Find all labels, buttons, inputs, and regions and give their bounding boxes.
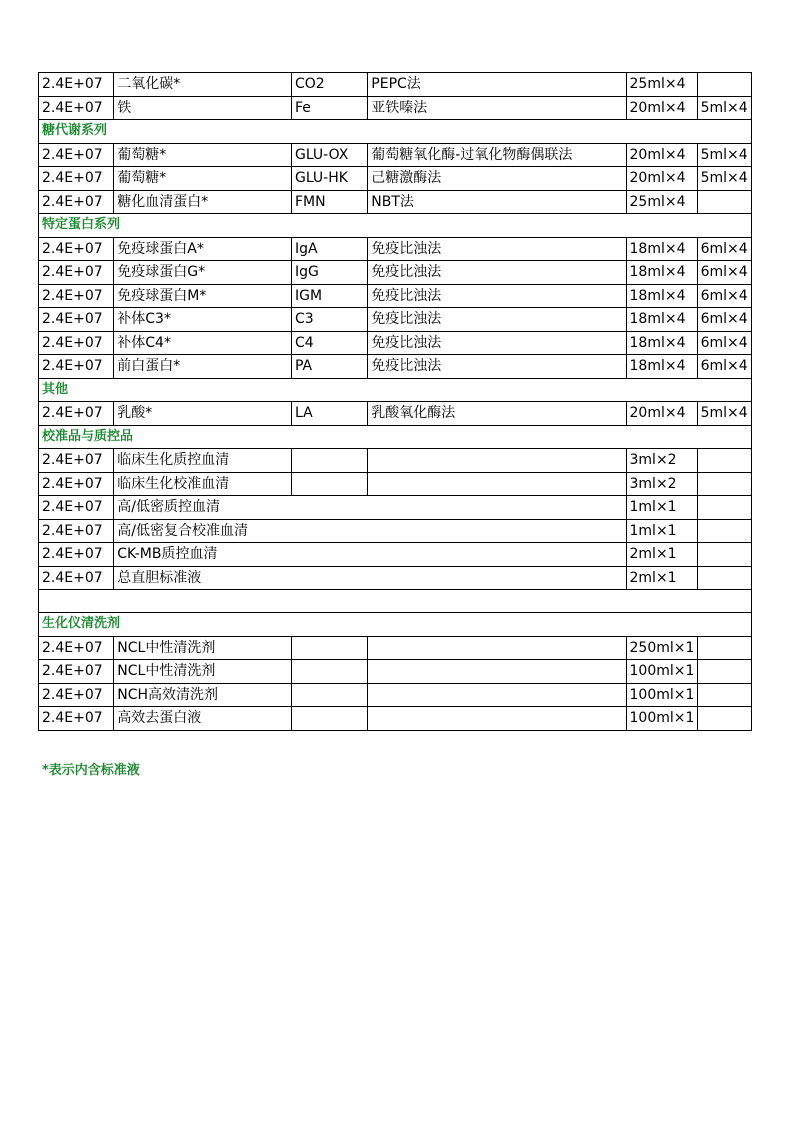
spec2-cell <box>697 543 751 567</box>
name-cell: NCH高效清洗剂 <box>114 683 292 707</box>
spec-cell: 2ml×1 <box>626 566 697 590</box>
code-cell: 2.4E+07 <box>39 308 114 332</box>
table-row <box>39 73 752 97</box>
table-row <box>39 683 752 707</box>
method-cell: 免疫比浊法 <box>368 331 626 355</box>
method-cell: PEPC法 <box>368 73 626 97</box>
spec2-cell: 6ml×4 <box>697 284 751 308</box>
abbr-cell: CO2 <box>291 73 367 97</box>
spec2-cell <box>697 73 751 97</box>
spec2-cell: 6ml×4 <box>697 331 751 355</box>
spec2-cell <box>697 683 751 707</box>
table-row <box>39 660 752 684</box>
section-title: 生化仪清洗剂 <box>39 613 752 637</box>
name-cell: 补体C3* <box>114 308 292 332</box>
name-cell: NCL中性清洗剂 <box>114 660 292 684</box>
name-cell: 葡萄糖* <box>114 167 292 191</box>
section-header-row <box>39 613 752 637</box>
code-cell: 2.4E+07 <box>39 566 114 590</box>
spec-cell: 18ml×4 <box>626 237 697 261</box>
table-row <box>39 355 752 379</box>
code-cell: 2.4E+07 <box>39 167 114 191</box>
method-cell: 己糖激酶法 <box>368 167 626 191</box>
table-row <box>39 308 752 332</box>
section-title: 糖代谢系列 <box>39 120 752 144</box>
spec2-cell <box>697 472 751 496</box>
abbr-cell <box>291 636 367 660</box>
code-cell: 2.4E+07 <box>39 261 114 285</box>
code-cell: 2.4E+07 <box>39 355 114 379</box>
name-cell: 葡萄糖* <box>114 143 292 167</box>
name-cell: CK-MB质控血清 <box>114 543 626 567</box>
name-cell: 前白蛋白* <box>114 355 292 379</box>
section-header-row <box>39 214 752 238</box>
spec-cell: 2ml×1 <box>626 543 697 567</box>
table-row <box>39 472 752 496</box>
table-row <box>39 707 752 731</box>
table-row <box>39 237 752 261</box>
method-cell: NBT法 <box>368 190 626 214</box>
code-cell: 2.4E+07 <box>39 707 114 731</box>
method-cell <box>368 636 626 660</box>
abbr-cell: Fe <box>291 96 367 120</box>
spec-cell: 18ml×4 <box>626 355 697 379</box>
name-cell: 临床生化质控血清 <box>114 449 292 473</box>
code-cell: 2.4E+07 <box>39 73 114 97</box>
name-cell: 高/低密复合校准血清 <box>114 519 626 543</box>
spec-cell: 250ml×1 <box>626 636 697 660</box>
spec2-cell: 5ml×4 <box>697 96 751 120</box>
name-cell: 免疫球蛋白G* <box>114 261 292 285</box>
abbr-cell <box>291 660 367 684</box>
name-cell: 免疫球蛋白A* <box>114 237 292 261</box>
code-cell: 2.4E+07 <box>39 543 114 567</box>
table-row <box>39 636 752 660</box>
abbr-cell: IgA <box>291 237 367 261</box>
abbr-cell <box>291 472 367 496</box>
abbr-cell: C4 <box>291 331 367 355</box>
name-cell: 铁 <box>114 96 292 120</box>
spec-cell: 1ml×1 <box>626 519 697 543</box>
section-title: 其他 <box>39 378 752 402</box>
name-cell: 补体C4* <box>114 331 292 355</box>
code-cell: 2.4E+07 <box>39 402 114 426</box>
method-cell <box>368 660 626 684</box>
abbr-cell: C3 <box>291 308 367 332</box>
table-row <box>39 519 752 543</box>
method-cell: 免疫比浊法 <box>368 355 626 379</box>
spec2-cell <box>697 566 751 590</box>
reagent-table <box>38 72 752 731</box>
abbr-cell: GLU-HK <box>291 167 367 191</box>
abbr-cell: FMN <box>291 190 367 214</box>
spec-cell: 18ml×4 <box>626 284 697 308</box>
table-row <box>39 496 752 520</box>
table-row <box>39 284 752 308</box>
spec2-cell: 6ml×4 <box>697 355 751 379</box>
method-cell: 免疫比浊法 <box>368 261 626 285</box>
spec-cell: 18ml×4 <box>626 261 697 285</box>
method-cell: 亚铁嗪法 <box>368 96 626 120</box>
method-cell: 葡萄糖氧化酶-过氧化物酶偶联法 <box>368 143 626 167</box>
table-row <box>39 449 752 473</box>
spec-cell: 1ml×1 <box>626 496 697 520</box>
code-cell: 2.4E+07 <box>39 636 114 660</box>
method-cell <box>368 449 626 473</box>
code-cell: 2.4E+07 <box>39 449 114 473</box>
spec-cell: 18ml×4 <box>626 331 697 355</box>
code-cell: 2.4E+07 <box>39 472 114 496</box>
section-header-row <box>39 425 752 449</box>
spec2-cell <box>697 190 751 214</box>
spec2-cell: 6ml×4 <box>697 261 751 285</box>
table-row <box>39 543 752 567</box>
spec-cell: 18ml×4 <box>626 308 697 332</box>
spec-cell: 3ml×2 <box>626 472 697 496</box>
method-cell: 乳酸氧化酶法 <box>368 402 626 426</box>
spec-cell: 100ml×1 <box>626 707 697 731</box>
abbr-cell: IGM <box>291 284 367 308</box>
spec2-cell: 6ml×4 <box>697 308 751 332</box>
code-cell: 2.4E+07 <box>39 519 114 543</box>
spec-cell: 100ml×1 <box>626 683 697 707</box>
code-cell: 2.4E+07 <box>39 496 114 520</box>
spec2-cell <box>697 449 751 473</box>
spec-cell: 20ml×4 <box>626 167 697 191</box>
spec-cell: 100ml×1 <box>626 660 697 684</box>
spec2-cell: 6ml×4 <box>697 237 751 261</box>
spec-cell: 20ml×4 <box>626 143 697 167</box>
table-row <box>39 143 752 167</box>
spec-cell: 20ml×4 <box>626 96 697 120</box>
table-row <box>39 566 752 590</box>
spec-cell: 25ml×4 <box>626 190 697 214</box>
method-cell: 免疫比浊法 <box>368 237 626 261</box>
section-header-row <box>39 378 752 402</box>
method-cell <box>368 472 626 496</box>
spec2-cell: 5ml×4 <box>697 167 751 191</box>
table-row <box>39 402 752 426</box>
section-title: 校准品与质控品 <box>39 425 752 449</box>
section-header-row <box>39 120 752 144</box>
table-row <box>39 261 752 285</box>
table-row <box>39 331 752 355</box>
code-cell: 2.4E+07 <box>39 143 114 167</box>
table-row <box>39 96 752 120</box>
code-cell: 2.4E+07 <box>39 190 114 214</box>
spec-cell: 3ml×2 <box>626 449 697 473</box>
section-title: 特定蛋白系列 <box>39 214 752 238</box>
table-row <box>39 190 752 214</box>
abbr-cell: GLU-OX <box>291 143 367 167</box>
abbr-cell <box>291 683 367 707</box>
name-cell: 二氧化碳* <box>114 73 292 97</box>
method-cell <box>368 683 626 707</box>
abbr-cell: PA <box>291 355 367 379</box>
abbr-cell <box>291 449 367 473</box>
name-cell: 高/低密质控血清 <box>114 496 626 520</box>
name-cell: 临床生化校准血清 <box>114 472 292 496</box>
table-row <box>39 167 752 191</box>
code-cell: 2.4E+07 <box>39 683 114 707</box>
footnote: *表示内含标准液 <box>42 763 140 778</box>
spec2-cell <box>697 660 751 684</box>
spec2-cell <box>697 707 751 731</box>
method-cell: 免疫比浊法 <box>368 308 626 332</box>
spec-cell: 25ml×4 <box>626 73 697 97</box>
blank-cell <box>39 590 752 613</box>
name-cell: NCL中性清洗剂 <box>114 636 292 660</box>
name-cell: 高效去蛋白液 <box>114 707 292 731</box>
code-cell: 2.4E+07 <box>39 660 114 684</box>
spec2-cell: 5ml×4 <box>697 143 751 167</box>
code-cell: 2.4E+07 <box>39 331 114 355</box>
spec2-cell: 5ml×4 <box>697 402 751 426</box>
blank-row <box>39 590 752 613</box>
name-cell: 糖化血清蛋白* <box>114 190 292 214</box>
name-cell: 免疫球蛋白M* <box>114 284 292 308</box>
spec2-cell <box>697 519 751 543</box>
method-cell <box>368 707 626 731</box>
code-cell: 2.4E+07 <box>39 96 114 120</box>
code-cell: 2.4E+07 <box>39 237 114 261</box>
spec2-cell <box>697 636 751 660</box>
name-cell: 总直胆标准液 <box>114 566 626 590</box>
method-cell: 免疫比浊法 <box>368 284 626 308</box>
spec2-cell <box>697 496 751 520</box>
code-cell: 2.4E+07 <box>39 284 114 308</box>
abbr-cell <box>291 707 367 731</box>
abbr-cell: LA <box>291 402 367 426</box>
name-cell: 乳酸* <box>114 402 292 426</box>
spec-cell: 20ml×4 <box>626 402 697 426</box>
abbr-cell: IgG <box>291 261 367 285</box>
